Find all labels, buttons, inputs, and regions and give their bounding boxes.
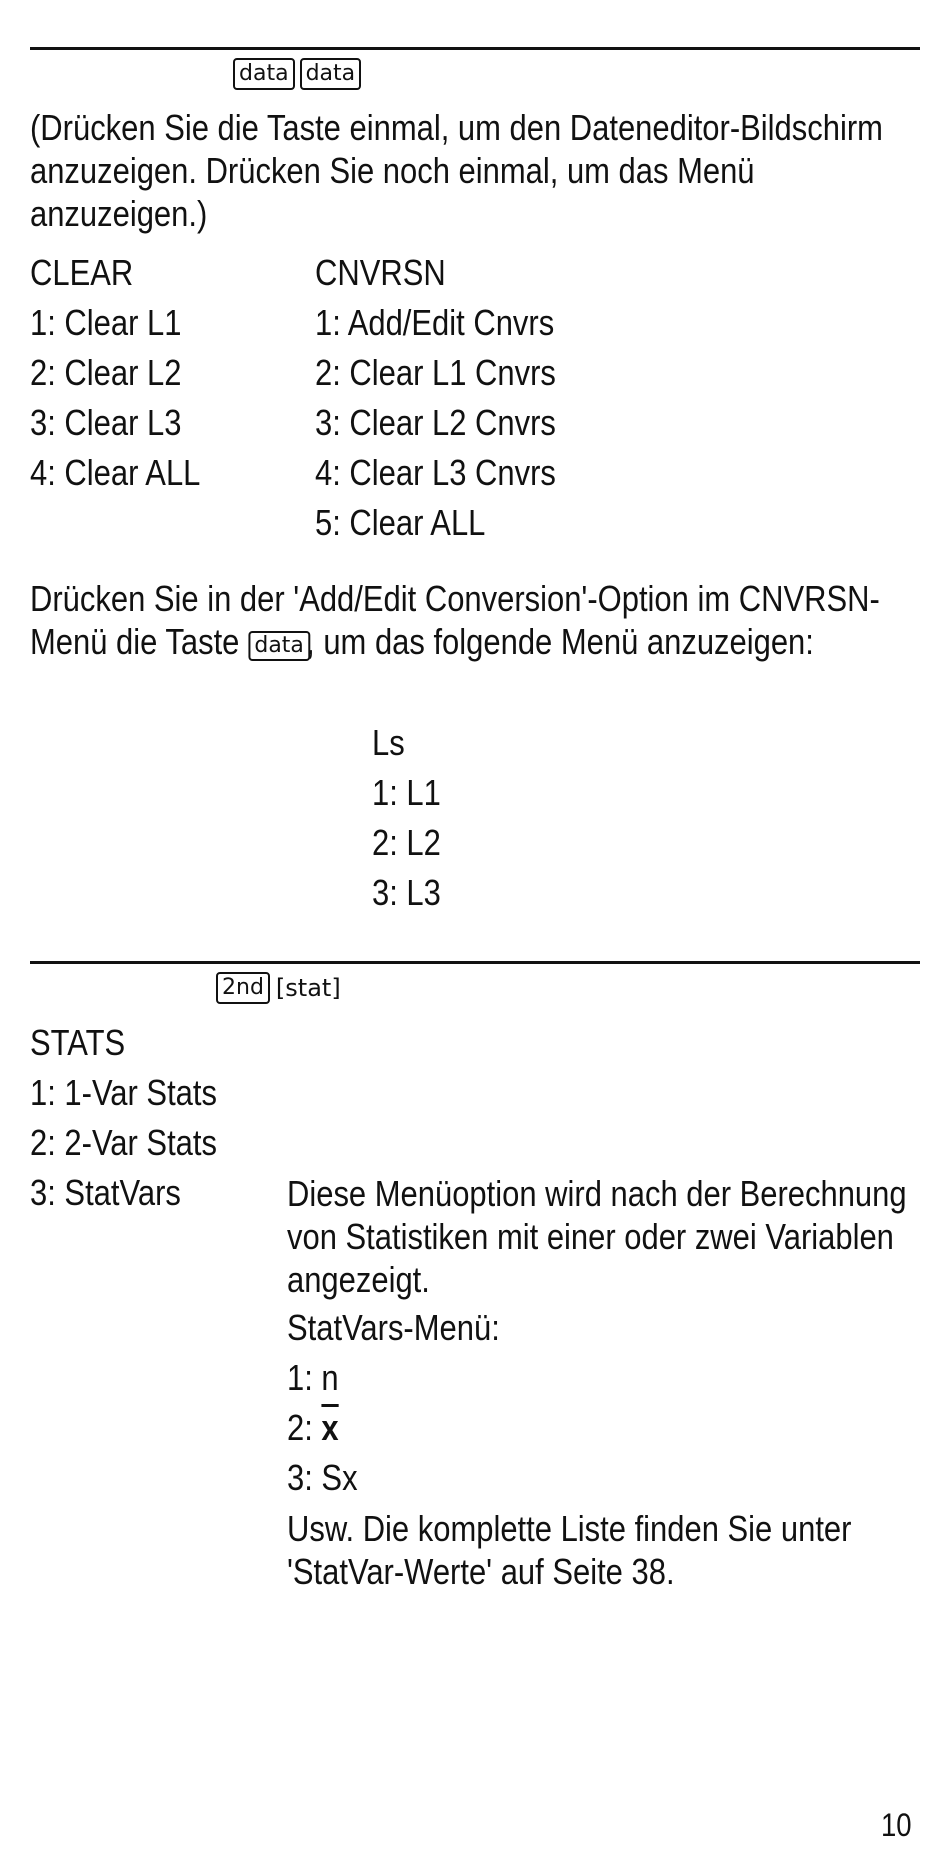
statvars-item: 1: n [287,1357,339,1398]
stats-menu-title: STATS [30,1022,126,1063]
ls-menu-item: 2: L2 [372,822,441,863]
clear-menu-item: 4: Clear ALL [30,452,201,493]
2nd-key: 2nd [216,972,270,1004]
conversion-paragraph-before: Drücken Sie in der 'Add/Edit Conversion'-Option im CNVRSN-Menü die Taste [30,578,880,662]
data-key: data [300,58,362,90]
cnvrsn-menu-item: 5: Clear ALL [315,502,486,543]
data-key: data [233,58,295,90]
stats-menu-item: 3: StatVars [30,1172,181,1213]
statvars-menu-label: StatVars-Menü: [287,1307,500,1348]
x-bar-symbol: $\overline{x}$ [321,1407,339,1448]
data-key: data [248,631,309,661]
cnvrsn-menu-item: 4: Clear L3 Cnvrs [315,452,556,493]
section-divider-top [30,47,920,50]
ls-menu-item: 1: L1 [372,772,441,813]
key-sequence-data [233,58,366,90]
stats-menu-item: 1: 1-Var Stats [30,1072,217,1113]
section-divider-middle [30,961,920,964]
clear-menu-item: 1: Clear L1 [30,302,182,343]
cnvrsn-menu-item: 2: Clear L1 Cnvrs [315,352,556,393]
cnvrsn-menu-title: CNVRSN [315,252,446,293]
clear-menu-title: CLEAR [30,252,134,293]
key-sequence-2nd-stat [216,972,347,1004]
cnvrsn-menu-item: 1: Add/Edit Cnvrs [315,302,555,343]
stats-menu-item: 2: 2-Var Stats [30,1122,217,1163]
ls-menu-item: 3: L3 [372,872,441,913]
page-number: 10 [881,1807,912,1843]
statvars-description: Diese Menüoption wird nach der Berechnung von Statistiken mit einer oder zwei Variablen angezeigt. [287,1173,907,1300]
cnvrsn-menu-item: 3: Clear L2 Cnvrs [315,402,556,443]
statvars-item: 2: $\overline{x}$ [287,1407,339,1448]
conversion-paragraph [30,577,916,663]
intro-paragraph: (Drücken Sie die Taste einmal, um den Dateneditor-Bildschirm anzuzeigen. Drücken Sie noch einmal, um das Menü anzuzeigen.) [30,107,883,234]
statvars-item: 3: Sx [287,1457,358,1498]
conversion-paragraph-after: , um das folgende Menü anzuzeigen: [306,621,814,662]
clear-menu-item: 3: Clear L3 [30,402,182,443]
statvars-more-text: Usw. Die komplette Liste finden Sie unter 'StatVar-Werte' auf Seite 38. [287,1508,852,1592]
ls-menu-title: Ls [372,722,405,763]
clear-menu-item: 2: Clear L2 [30,352,182,393]
stat-key: [stat] [275,974,341,1002]
